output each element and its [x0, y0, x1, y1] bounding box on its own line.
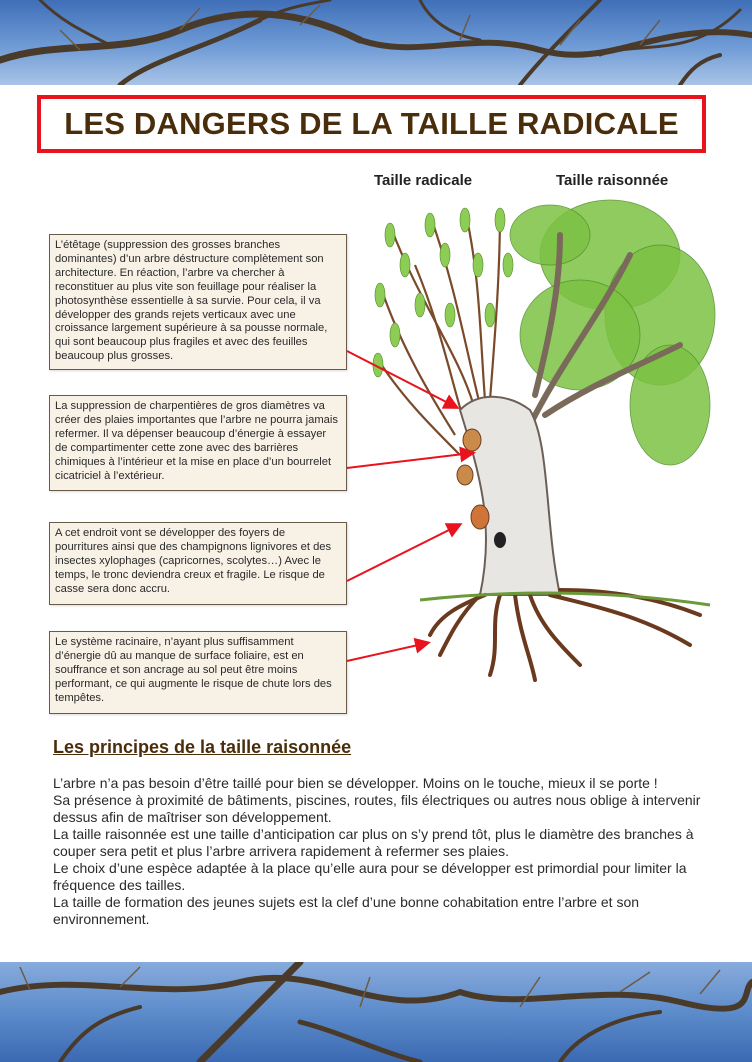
wound-2 [457, 465, 473, 485]
cavity [494, 532, 506, 548]
wound-1 [463, 429, 481, 451]
label-taille-radicale: Taille radicale [374, 172, 473, 189]
trunk [460, 397, 560, 595]
paragraph: Le choix d’une espèce adaptée à la place qu’elle aura pour se développer est primordial pour limiter la fréquence des tailles. [53, 860, 687, 893]
note-pourritures: A cet endroit vont se développer des foyers de pourritures ainsi que des champignons lignivores et des insectes xylophages (capricornes, scolytes…) Avec le temps, le tronc deviendra creux et fragile. Le risque de casse sera donc accru. [49, 522, 347, 605]
section-body [53, 775, 703, 928]
paragraph: L’arbre n’a pas besoin d’être taillé pour bien se développer. Moins on le touche, mieux il se porte ! [53, 775, 658, 791]
note-etetage: L’étêtage (suppression des grosses branches dominantes) d’un arbre déstructure complètement son architecture. En réaction, l’arbre va chercher à reconstituer au plus vite son feuillage pour réaliser la photosynthèse essentielle à sa survie. Pour cela, il va développer des grands rejets verticaux avec une croissance largement supérieure à sa pousse normale, qui sont beaucoup plus fragiles et avec des feuilles beaucoup plus grosses. [49, 234, 347, 370]
note-plaies: La suppression de charpentières de gros diamètres va créer des plaies importantes que l’arbre ne pourra jamais refermer. Il va dépenser beaucoup d’énergie à essayer de compartimenter cette zone avec des barrières chimiques à l’intérieur et la mise en place d’un bourrelet cicatriciel à l’extérieur. [49, 395, 347, 491]
shoot-leaves [373, 208, 513, 377]
paragraph: La taille de formation des jeunes sujets est la clef d’une bonne cohabitation entre l’arbre et son environnement. [53, 894, 640, 927]
header-photo-banner [0, 0, 752, 85]
note-systeme-racinaire: Le système racinaire, n’ayant plus suffisamment d’énergie dû au manque de surface foliaire, est en souffrance et son ancrage au sol peut être moins performant, ce qui augmente le risque de chute lors des tempêtes. [49, 631, 347, 714]
section-title: Les principes de la taille raisonnée [53, 737, 352, 757]
roots [430, 590, 700, 680]
title-frame [37, 95, 706, 153]
paragraph: Sa présence à proximité de bâtiments, piscines, routes, fils électriques ou autres nous oblige à intervenir dessus afin de maîtriser son développement. [53, 792, 701, 825]
foliage-right [510, 200, 715, 465]
tree-illustration [360, 195, 720, 685]
footer-photo-banner [0, 962, 752, 1062]
paragraph: La taille raisonnée est une taille d’anticipation car plus on s’y prend tôt, plus le diamètre des branches à couper sera petit et plus l’arbre arrivera rapidement à refermer ses plaies. [53, 826, 694, 859]
branches-illustration [0, 962, 752, 1062]
label-taille-raisonnee: Taille raisonnée [556, 172, 669, 189]
branches-illustration [0, 0, 752, 85]
page-title: LES DANGERS DE LA TAILLE RADICALE [64, 106, 679, 141]
wound-3 [471, 505, 489, 529]
